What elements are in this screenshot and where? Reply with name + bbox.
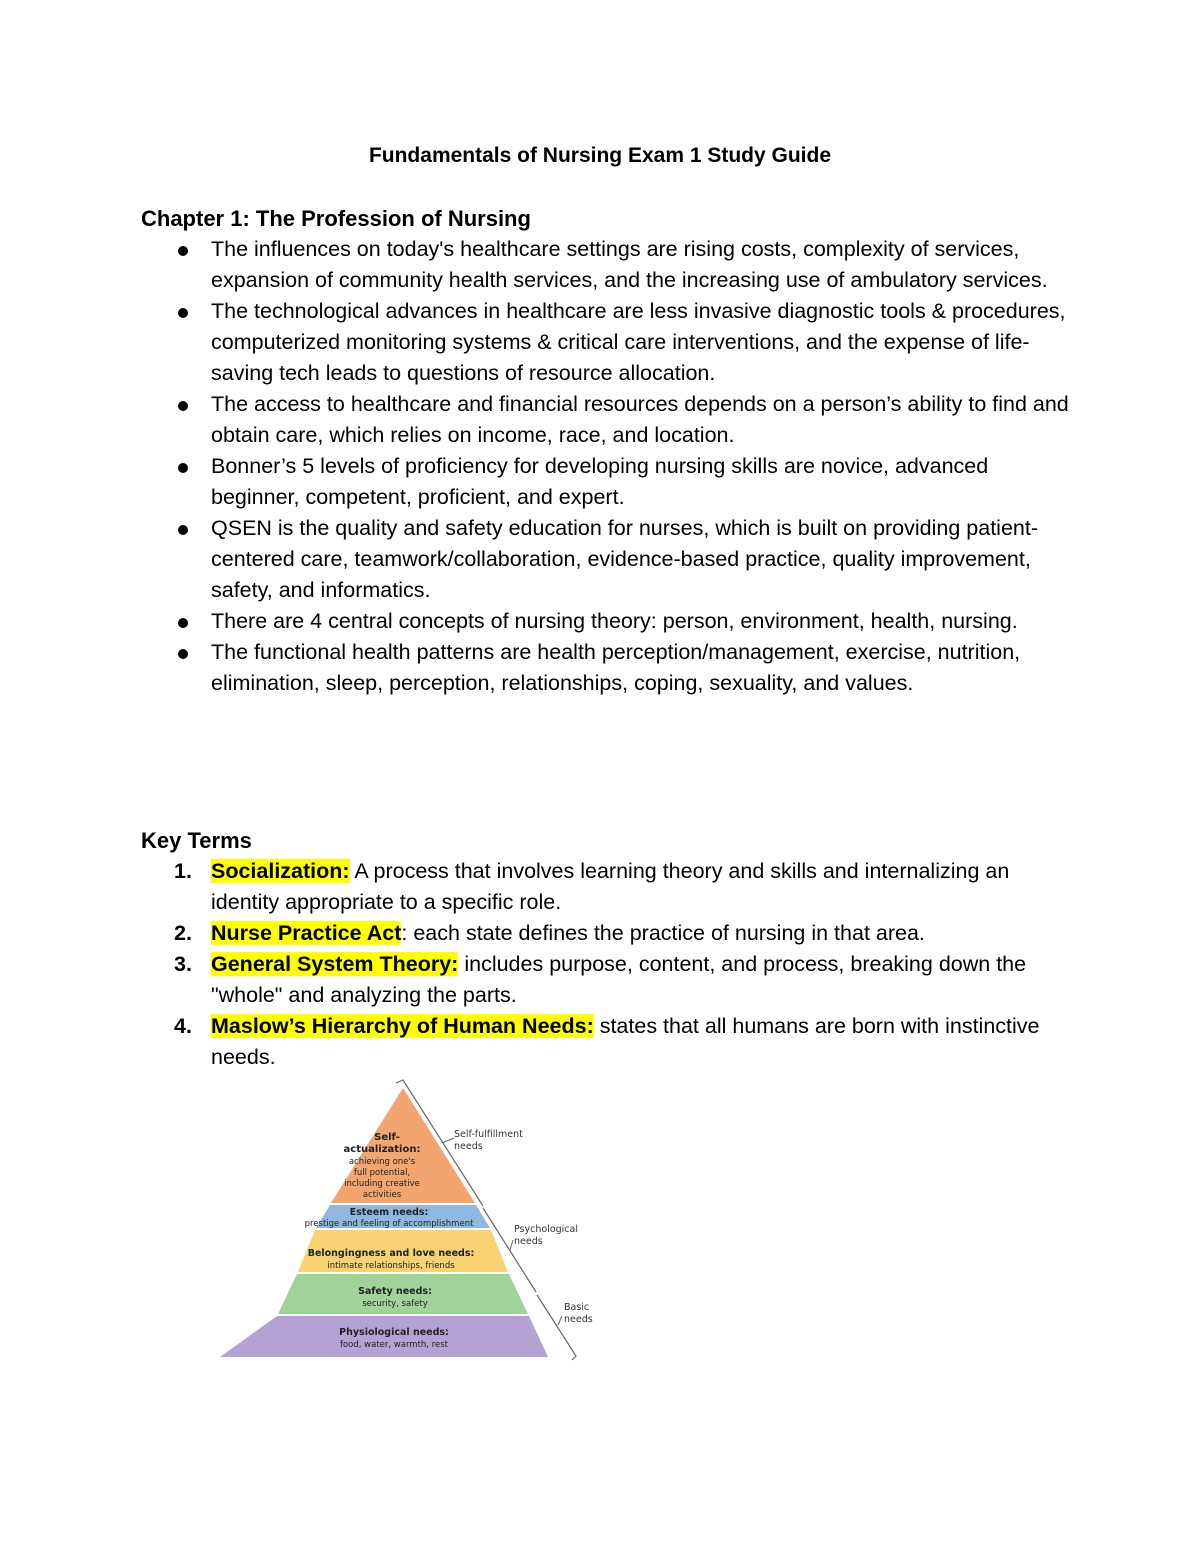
key-term-definition: : each state defines the practice of nursing in that area. xyxy=(401,921,925,945)
group-label-psychological-line2: needs xyxy=(514,1236,543,1247)
key-term-highlight: Nurse Practice Act xyxy=(211,921,402,945)
group-label-psychological-line1: Psychological xyxy=(514,1224,578,1235)
chapter-heading: Chapter 1: The Profession of Nursing xyxy=(141,206,531,231)
key-term-number: 2. xyxy=(174,921,192,945)
key-term-definition: includes purpose, content, and process, breaking down the "whole" and analyzing the parts. xyxy=(211,952,1027,1007)
maslow-pyramid-figure xyxy=(210,1078,605,1363)
self-desc-line4: activities xyxy=(362,1190,402,1200)
chapter-bullet-list xyxy=(141,234,1071,699)
group-label-self-fulfillment-line1: Self-fulfillment xyxy=(454,1129,523,1140)
key-term-item xyxy=(141,856,1071,918)
key-terms-list xyxy=(141,856,1071,1073)
key-term-number: 4. xyxy=(174,1014,192,1038)
self-title-line2: actualization: xyxy=(343,1144,421,1155)
esteem-title: Esteem needs: xyxy=(349,1207,429,1218)
key-term-number: 3. xyxy=(174,952,192,976)
key-terms-heading: Key Terms xyxy=(141,828,252,853)
group-label-self-fulfillment-line2: needs xyxy=(454,1141,483,1152)
group-label-basic-line2: needs xyxy=(564,1314,593,1325)
physiological-title: Physiological needs: xyxy=(339,1327,449,1338)
self-title-line1: Self- xyxy=(374,1132,400,1143)
list-item: The functional health patterns are health perception/management, exercise, nutrition, elimination, sleep, perception, relationships, coping, sexuality, and values. xyxy=(141,637,1071,699)
list-item: The access to healthcare and financial resources depends on a person’s ability to find and obtain care, which relies on income, race, and location. xyxy=(141,389,1071,451)
maslow-pyramid xyxy=(210,1078,605,1363)
belonging-title: Belongingness and love needs: xyxy=(307,1248,475,1259)
list-item: The influences on today's healthcare settings are rising costs, complexity of services, expansion of community health services, and the increasing use of ambulatory services. xyxy=(141,234,1071,296)
list-item: QSEN is the quality and safety education for nurses, which is built on providing patient-centered care, teamwork/collaboration, evidence-based practice, quality improvement, safety, and informatics. xyxy=(141,513,1071,606)
safety-desc: security, safety xyxy=(362,1299,428,1309)
self-desc-line2: full potential, xyxy=(353,1168,411,1178)
physiological-desc: food, water, warmth, rest xyxy=(339,1340,449,1350)
key-term-highlight: General System Theory: xyxy=(211,952,459,976)
key-term-number: 1. xyxy=(174,859,192,883)
safety-title: Safety needs: xyxy=(358,1286,432,1297)
key-term-highlight: Maslow’s Hierarchy of Human Needs: xyxy=(211,1014,594,1038)
list-item: There are 4 central concepts of nursing theory: person, environment, health, nursing. xyxy=(141,606,1071,637)
self-desc-line3: including creative xyxy=(344,1179,420,1189)
key-term-item xyxy=(141,949,1071,1011)
key-term-definition: states that all humans are born with instinctive needs. xyxy=(211,1014,1040,1069)
belonging-desc: intimate relationships, friends xyxy=(327,1261,455,1271)
list-item: Bonner’s 5 levels of proficiency for developing nursing skills are novice, advanced beginner, competent, proficient, and expert. xyxy=(141,451,1071,513)
key-term-highlight: Socialization: xyxy=(211,859,350,883)
esteem-desc: prestige and feeling of accomplishment xyxy=(304,1219,474,1229)
key-term-definition: A process that involves learning theory and skills and internalizing an identity appropriate to a specific role. xyxy=(211,859,1010,914)
key-term-item xyxy=(141,1011,1071,1073)
list-item: The technological advances in healthcare are less invasive diagnostic tools & procedures, computerized monitoring systems & critical care interventions, and the expense of life-saving tech leads to questions of resource allocation. xyxy=(141,296,1071,389)
self-desc-line1: achieving one's xyxy=(348,1157,416,1167)
group-label-basic-line1: Basic xyxy=(564,1302,590,1313)
page-title: Fundamentals of Nursing Exam 1 Study Guide xyxy=(368,144,832,167)
key-term-item xyxy=(141,918,1071,949)
